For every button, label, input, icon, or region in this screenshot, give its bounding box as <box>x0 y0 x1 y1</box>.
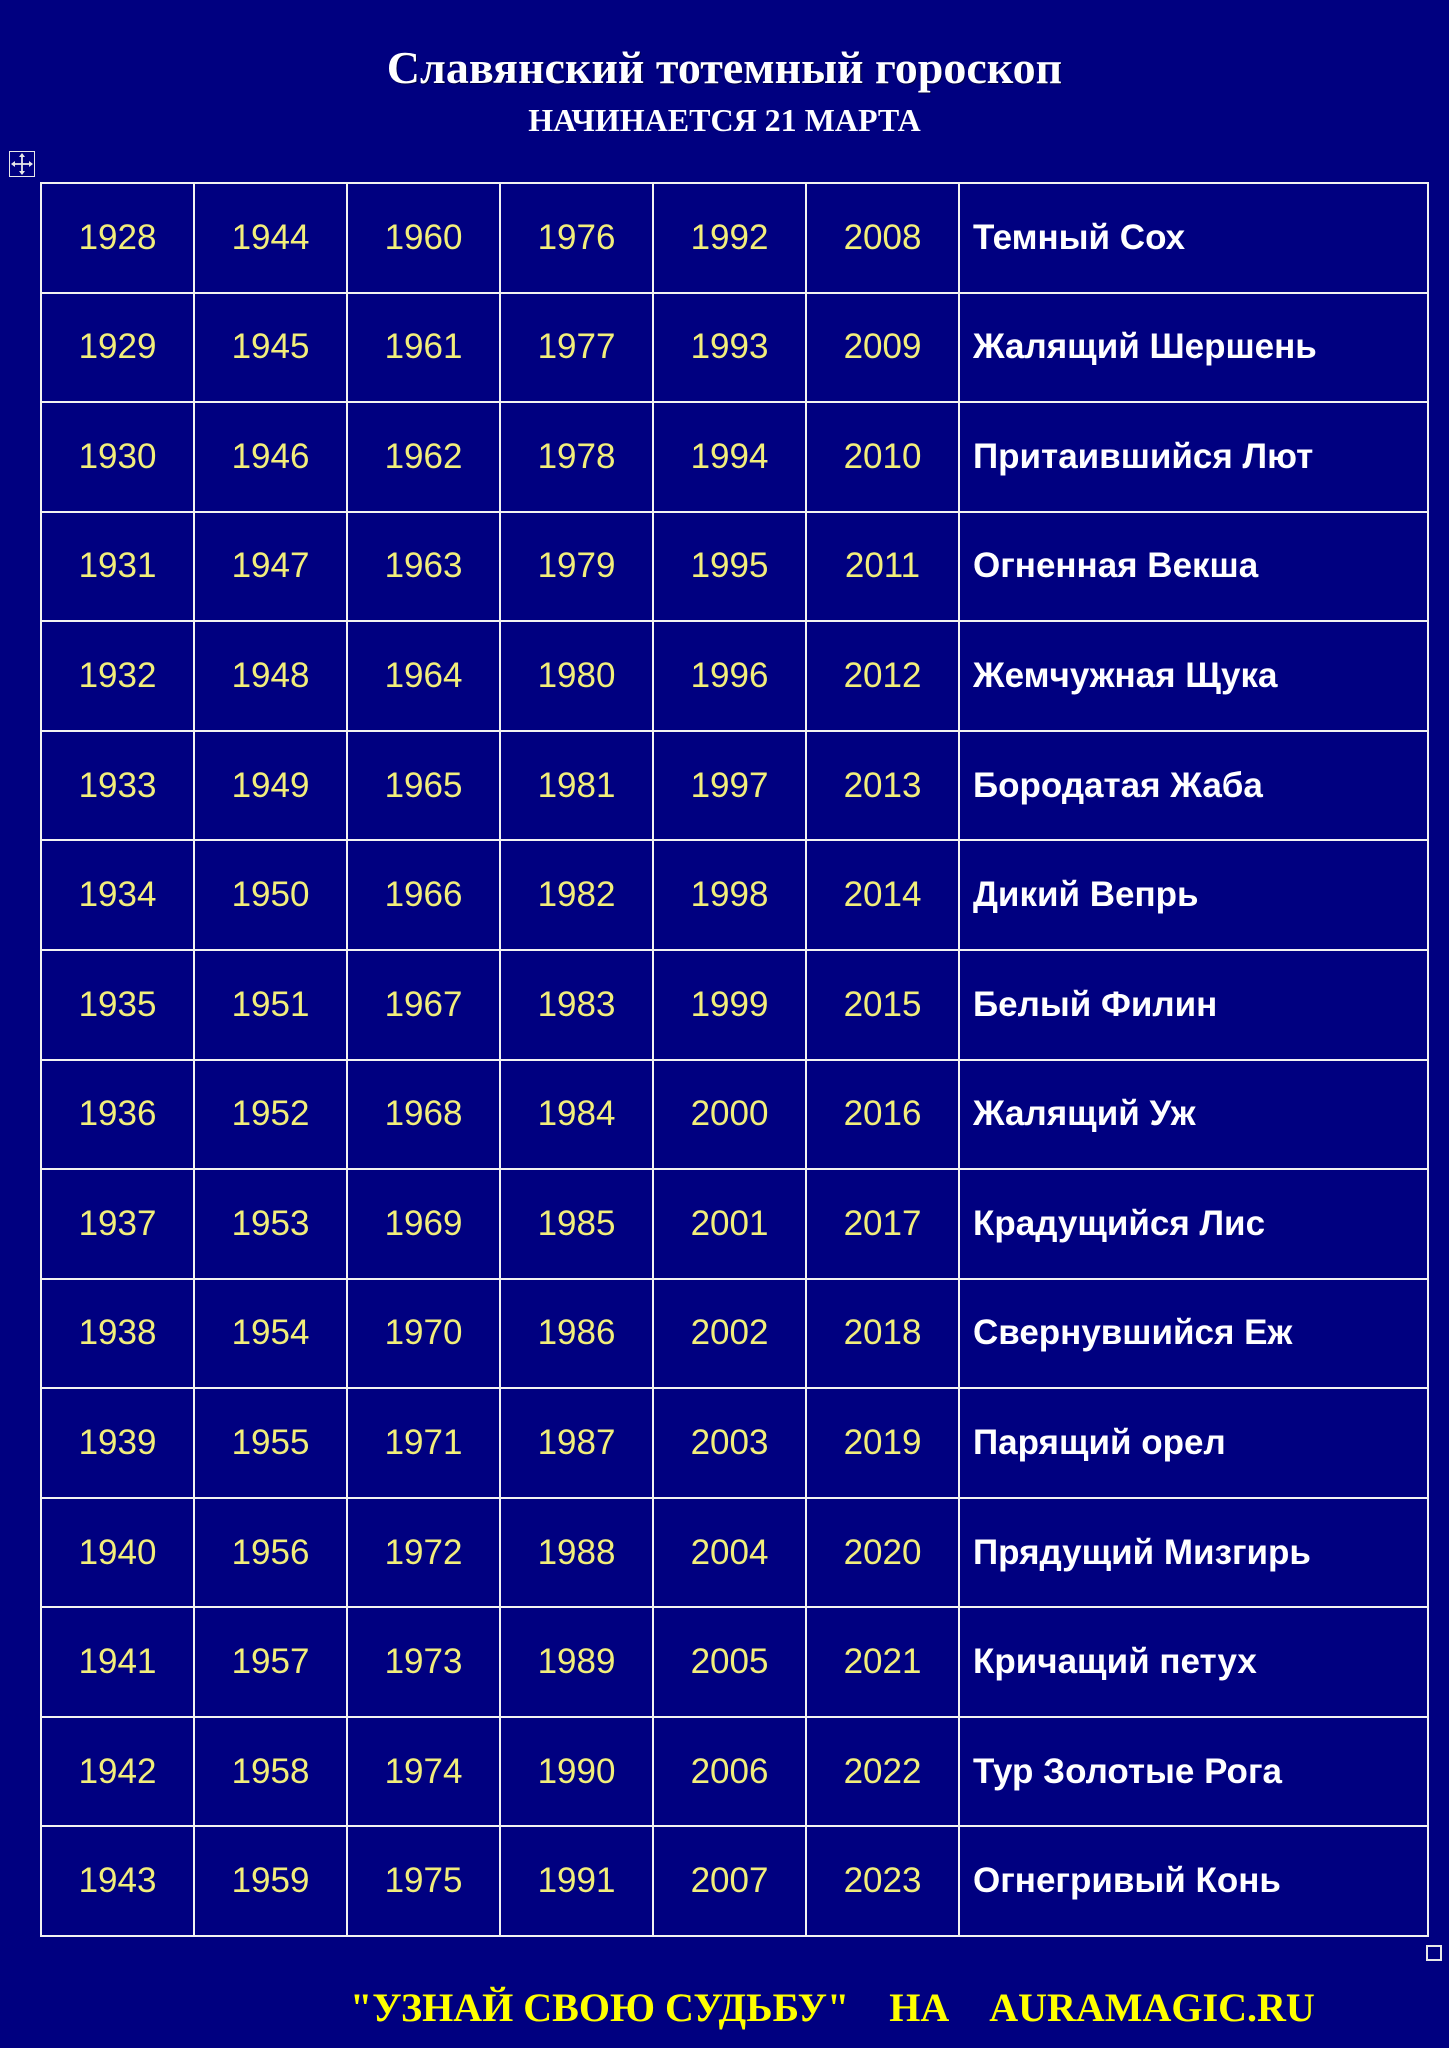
year-cell: 1951 <box>194 950 347 1060</box>
year-cell: 2000 <box>653 1060 806 1170</box>
year-cell: 1988 <box>500 1498 653 1608</box>
year-cell: 1996 <box>653 621 806 731</box>
year-cell: 2014 <box>806 840 959 950</box>
year-cell: 1976 <box>500 183 653 293</box>
page-title: Славянский тотемный гороскоп <box>386 42 1063 93</box>
year-cell: 1965 <box>347 731 500 841</box>
table-row <box>41 950 1428 1060</box>
year-cell: 1929 <box>41 293 194 403</box>
year-cell: 1948 <box>194 621 347 731</box>
totem-name-cell: Жалящий Шершень <box>959 293 1428 403</box>
year-cell: 1963 <box>347 512 500 622</box>
year-cell: 1995 <box>653 512 806 622</box>
table-row <box>41 1607 1428 1717</box>
move-arrows-icon <box>10 152 34 176</box>
year-cell: 2017 <box>806 1169 959 1279</box>
totem-name-cell: Темный Сох <box>959 183 1428 293</box>
year-cell: 1959 <box>194 1826 347 1936</box>
year-cell: 1945 <box>194 293 347 403</box>
page-subtitle: НАЧИНАЕТСЯ 21 МАРТА <box>528 102 921 138</box>
year-cell: 1952 <box>194 1060 347 1170</box>
year-cell: 1998 <box>653 840 806 950</box>
year-cell: 1937 <box>41 1169 194 1279</box>
table-move-icon[interactable] <box>9 151 35 177</box>
table-row <box>41 1717 1428 1827</box>
year-cell: 1935 <box>41 950 194 1060</box>
totem-name-cell: Бородатая Жаба <box>959 731 1428 841</box>
year-cell: 1950 <box>194 840 347 950</box>
table-resize-icon[interactable] <box>1426 1945 1442 1961</box>
totem-name-cell: Свернувшийся Еж <box>959 1279 1428 1389</box>
year-cell: 1975 <box>347 1826 500 1936</box>
table-row <box>41 621 1428 731</box>
year-cell: 2008 <box>806 183 959 293</box>
year-cell: 2023 <box>806 1826 959 1936</box>
year-cell: 1969 <box>347 1169 500 1279</box>
table-row <box>41 183 1428 293</box>
table-row <box>41 731 1428 841</box>
year-cell: 1974 <box>347 1717 500 1827</box>
year-cell: 1980 <box>500 621 653 731</box>
year-cell: 1967 <box>347 950 500 1060</box>
year-cell: 1989 <box>500 1607 653 1717</box>
year-cell: 1930 <box>41 402 194 512</box>
table-row <box>41 1279 1428 1389</box>
year-cell: 1985 <box>500 1169 653 1279</box>
year-cell: 1964 <box>347 621 500 731</box>
year-cell: 1943 <box>41 1826 194 1936</box>
totem-name-cell: Жемчужная Щука <box>959 621 1428 731</box>
year-cell: 1961 <box>347 293 500 403</box>
year-cell: 2010 <box>806 402 959 512</box>
horoscope-table <box>40 182 1429 1937</box>
year-cell: 1978 <box>500 402 653 512</box>
totem-name-cell: Крадущийся Лис <box>959 1169 1428 1279</box>
year-cell: 2006 <box>653 1717 806 1827</box>
year-cell: 1941 <box>41 1607 194 1717</box>
totem-name-cell: Парящий орел <box>959 1388 1428 1498</box>
year-cell: 2009 <box>806 293 959 403</box>
year-cell: 1939 <box>41 1388 194 1498</box>
totem-name-cell: Притаившийся Лют <box>959 402 1428 512</box>
year-cell: 1956 <box>194 1498 347 1608</box>
year-cell: 1954 <box>194 1279 347 1389</box>
year-cell: 1933 <box>41 731 194 841</box>
totem-name-cell: Жалящий Уж <box>959 1060 1428 1170</box>
year-cell: 1992 <box>653 183 806 293</box>
year-cell: 2016 <box>806 1060 959 1170</box>
year-cell: 1934 <box>41 840 194 950</box>
year-cell: 1994 <box>653 402 806 512</box>
year-cell: 2022 <box>806 1717 959 1827</box>
year-cell: 2021 <box>806 1607 959 1717</box>
table-row <box>41 840 1428 950</box>
totem-name-cell: Огненная Векша <box>959 512 1428 622</box>
year-cell: 2018 <box>806 1279 959 1389</box>
year-cell: 2005 <box>653 1607 806 1717</box>
year-cell: 2007 <box>653 1826 806 1936</box>
year-cell: 1986 <box>500 1279 653 1389</box>
year-cell: 1946 <box>194 402 347 512</box>
year-cell: 1997 <box>653 731 806 841</box>
year-cell: 1970 <box>347 1279 500 1389</box>
year-cell: 2013 <box>806 731 959 841</box>
table-row <box>41 1498 1428 1608</box>
year-cell: 2004 <box>653 1498 806 1608</box>
totem-name-cell: Тур Золотые Рога <box>959 1717 1428 1827</box>
year-cell: 1940 <box>41 1498 194 1608</box>
year-cell: 1991 <box>500 1826 653 1936</box>
totem-name-cell: Белый Филин <box>959 950 1428 1060</box>
table-row <box>41 293 1428 403</box>
year-cell: 1973 <box>347 1607 500 1717</box>
year-cell: 1966 <box>347 840 500 950</box>
year-cell: 1971 <box>347 1388 500 1498</box>
totem-name-cell: Прядущий Мизгирь <box>959 1498 1428 1608</box>
year-cell: 1960 <box>347 183 500 293</box>
totem-name-cell: Кричащий петух <box>959 1607 1428 1717</box>
year-cell: 1955 <box>194 1388 347 1498</box>
year-cell: 2012 <box>806 621 959 731</box>
horoscope-table-body <box>41 183 1428 1936</box>
year-cell: 1949 <box>194 731 347 841</box>
year-cell: 1936 <box>41 1060 194 1170</box>
totem-name-cell: Огнегривый Конь <box>959 1826 1428 1936</box>
table-row <box>41 1169 1428 1279</box>
year-cell: 1953 <box>194 1169 347 1279</box>
year-cell: 1928 <box>41 183 194 293</box>
year-cell: 1968 <box>347 1060 500 1170</box>
year-cell: 1944 <box>194 183 347 293</box>
year-cell: 1931 <box>41 512 194 622</box>
year-cell: 2020 <box>806 1498 959 1608</box>
totem-name-cell: Дикий Вепрь <box>959 840 1428 950</box>
year-cell: 1984 <box>500 1060 653 1170</box>
year-cell: 2003 <box>653 1388 806 1498</box>
year-cell: 1957 <box>194 1607 347 1717</box>
year-cell: 2015 <box>806 950 959 1060</box>
year-cell: 2002 <box>653 1279 806 1389</box>
year-cell: 1979 <box>500 512 653 622</box>
table-row <box>41 512 1428 622</box>
table-row <box>41 1060 1428 1170</box>
year-cell: 2001 <box>653 1169 806 1279</box>
year-cell: 1962 <box>347 402 500 512</box>
year-cell: 2011 <box>806 512 959 622</box>
year-cell: 1932 <box>41 621 194 731</box>
year-cell: 1993 <box>653 293 806 403</box>
year-cell: 1982 <box>500 840 653 950</box>
year-cell: 2019 <box>806 1388 959 1498</box>
table-row <box>41 1826 1428 1936</box>
year-cell: 1942 <box>41 1717 194 1827</box>
footer-banner: "УЗНАЙ СВОЮ СУДЬБУ" НА AURAMAGIC.RU <box>350 1985 1315 2030</box>
year-cell: 1977 <box>500 293 653 403</box>
year-cell: 1938 <box>41 1279 194 1389</box>
year-cell: 1981 <box>500 731 653 841</box>
year-cell: 1990 <box>500 1717 653 1827</box>
year-cell: 1987 <box>500 1388 653 1498</box>
year-cell: 1958 <box>194 1717 347 1827</box>
year-cell: 1983 <box>500 950 653 1060</box>
table-row <box>41 1388 1428 1498</box>
year-cell: 1972 <box>347 1498 500 1608</box>
table-row <box>41 402 1428 512</box>
year-cell: 1999 <box>653 950 806 1060</box>
year-cell: 1947 <box>194 512 347 622</box>
